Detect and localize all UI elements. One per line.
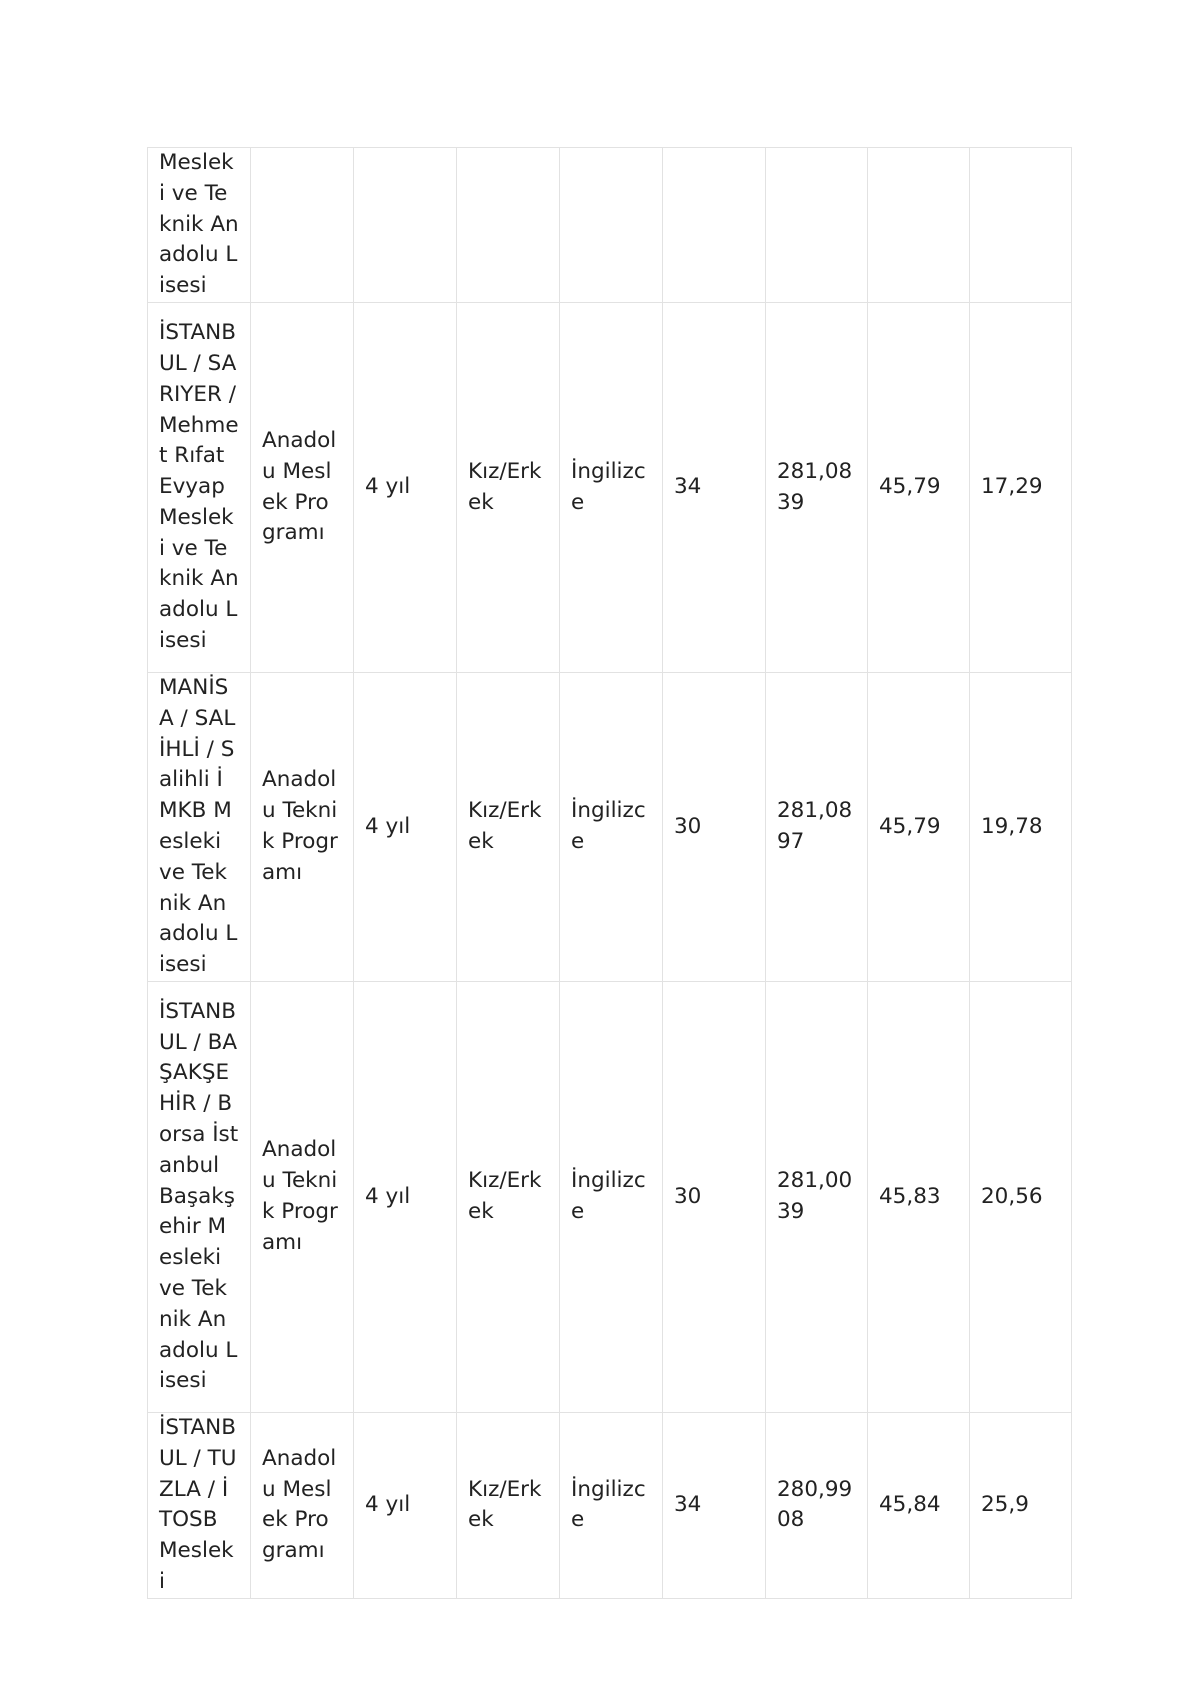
language-cell: İngilizce: [560, 303, 663, 673]
table-row: [148, 673, 1072, 982]
percentile-b-cell: 19,78: [970, 673, 1072, 982]
duration-cell: 4 yıl: [354, 303, 457, 673]
program-cell: Anadolu Meslek Programı: [251, 1412, 354, 1598]
table-row: [148, 1412, 1072, 1598]
duration-cell: [354, 148, 457, 303]
program-cell: Anadolu Teknik Programı: [251, 981, 354, 1412]
school-table: [147, 147, 1072, 1599]
quota-cell: 30: [663, 673, 766, 982]
language-cell: İngilizce: [560, 981, 663, 1412]
percentile-a-cell: [868, 148, 970, 303]
percentile-a-cell: 45,79: [868, 673, 970, 982]
table-row: [148, 303, 1072, 673]
school-name-cell: Mesleki ve Teknik Anadolu Lisesi: [148, 148, 251, 303]
gender-cell: Kız/Erkek: [457, 981, 560, 1412]
language-cell: İngilizce: [560, 1412, 663, 1598]
percentile-a-cell: 45,83: [868, 981, 970, 1412]
school-name-cell: İSTANBUL / TUZLA / İTOSB Mesleki: [148, 1412, 251, 1598]
quota-cell: 30: [663, 981, 766, 1412]
quota-cell: 34: [663, 303, 766, 673]
percentile-b-cell: 25,9: [970, 1412, 1072, 1598]
quota-cell: 34: [663, 1412, 766, 1598]
table-row: [148, 148, 1072, 303]
score-cell: 281,0897: [766, 673, 868, 982]
duration-cell: 4 yıl: [354, 673, 457, 982]
duration-cell: 4 yıl: [354, 1412, 457, 1598]
school-name-cell: MANİSA / SALİHLİ / Salihli İMKB Mesleki ve Teknik Anadolu Lisesi: [148, 673, 251, 982]
gender-cell: [457, 148, 560, 303]
score-cell: 280,9908: [766, 1412, 868, 1598]
percentile-a-cell: 45,79: [868, 303, 970, 673]
percentile-b-cell: [970, 148, 1072, 303]
gender-cell: Kız/Erkek: [457, 1412, 560, 1598]
percentile-b-cell: 20,56: [970, 981, 1072, 1412]
school-name-cell: İSTANBUL / SARIYER / Mehmet Rıfat Evyap Mesleki ve Teknik Anadolu Lisesi: [148, 303, 251, 673]
score-cell: 281,0839: [766, 303, 868, 673]
quota-cell: [663, 148, 766, 303]
gender-cell: Kız/Erkek: [457, 673, 560, 982]
table-row: [148, 981, 1072, 1412]
program-cell: [251, 148, 354, 303]
score-cell: 281,0039: [766, 981, 868, 1412]
percentile-a-cell: 45,84: [868, 1412, 970, 1598]
language-cell: [560, 148, 663, 303]
percentile-b-cell: 17,29: [970, 303, 1072, 673]
program-cell: Anadolu Teknik Programı: [251, 673, 354, 982]
school-name-cell: İSTANBUL / BAŞAKŞEHİR / Borsa İstanbul Başakşehir Mesleki ve Teknik Anadolu Lisesi: [148, 981, 251, 1412]
duration-cell: 4 yıl: [354, 981, 457, 1412]
language-cell: İngilizce: [560, 673, 663, 982]
score-cell: [766, 148, 868, 303]
program-cell: Anadolu Meslek Programı: [251, 303, 354, 673]
gender-cell: Kız/Erkek: [457, 303, 560, 673]
